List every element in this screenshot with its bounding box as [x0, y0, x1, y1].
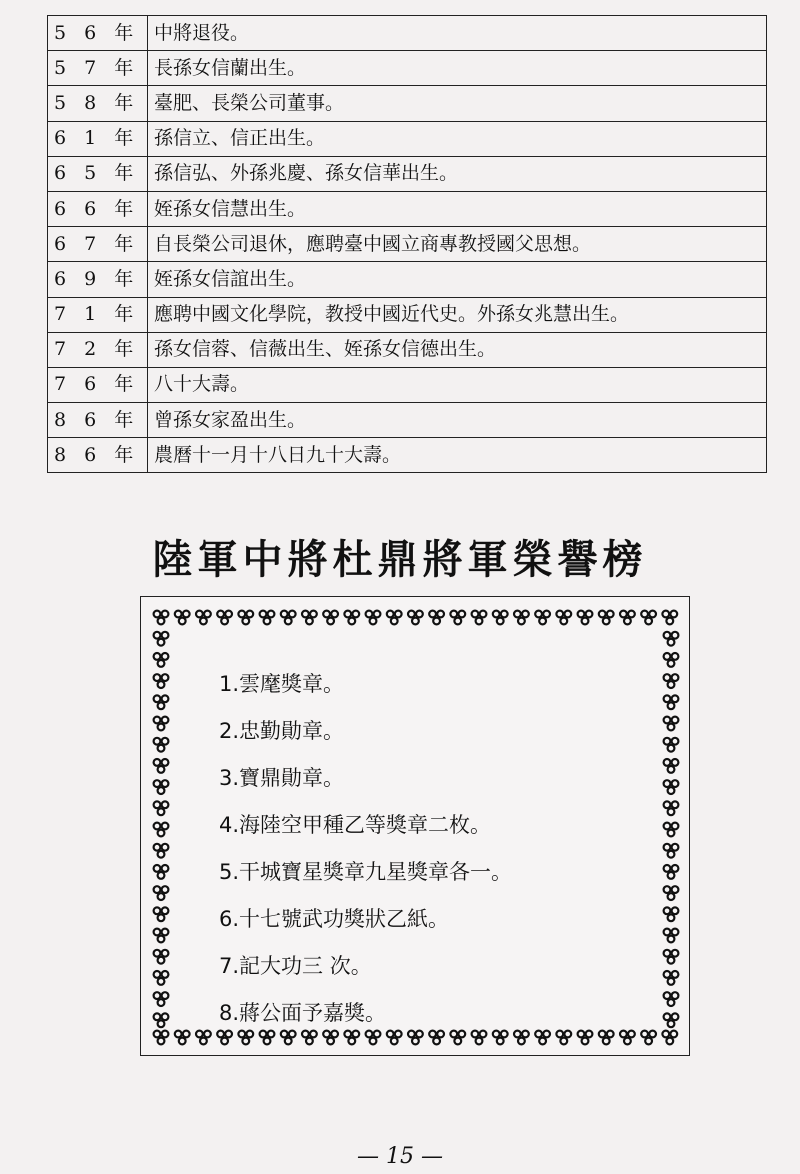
event-cell: 孫信弘、外孫兆慶、孫女信華出生。	[148, 156, 767, 191]
awards-list	[219, 661, 512, 1037]
chronology-row	[48, 332, 767, 367]
year-cell: 6 6 年	[48, 191, 148, 226]
event-cell: 姪孫女信慧出生。	[148, 191, 767, 226]
event-cell: 臺肥、長榮公司董事。	[148, 86, 767, 121]
chronology-row	[48, 297, 767, 332]
event-cell: 曾孫女家盈出生。	[148, 403, 767, 438]
event-cell: 孫信立、信正出生。	[148, 121, 767, 156]
chronology-row	[48, 156, 767, 191]
chronology-row	[48, 191, 767, 226]
year-cell: 8 6 年	[48, 403, 148, 438]
year-cell: 7 1 年	[48, 297, 148, 332]
award-item: 4.海陸空甲種乙等獎章二枚。	[219, 813, 492, 837]
year-cell: 5 7 年	[48, 51, 148, 86]
year-cell: 6 1 年	[48, 121, 148, 156]
award-item: 8.蔣公面予嘉獎。	[219, 1001, 387, 1025]
year-cell: 7 6 年	[48, 367, 148, 402]
event-cell: 八十大壽。	[148, 367, 767, 402]
chronology-body	[48, 16, 767, 473]
year-cell: 8 6 年	[48, 438, 148, 473]
page-number: — 15 —	[357, 1144, 443, 1169]
chronology-row	[48, 367, 767, 402]
chronology-row	[48, 121, 767, 156]
event-cell: 孫女信蓉、信薇出生、姪孫女信德出生。	[148, 332, 767, 367]
year-cell: 5 6 年	[48, 16, 148, 51]
event-cell: 姪孫女信誼出生。	[148, 262, 767, 297]
chronology-row	[48, 16, 767, 51]
year-cell: 6 9 年	[48, 262, 148, 297]
chronology-row	[48, 403, 767, 438]
award-item: 7.記大功三 次。	[219, 954, 372, 978]
year-cell: 5 8 年	[48, 86, 148, 121]
chronology-row	[48, 86, 767, 121]
event-cell: 農曆十一月十八日九十大壽。	[148, 438, 767, 473]
chronology-row	[48, 51, 767, 86]
event-cell: 自長榮公司退休，應聘臺中國立商專教授國父思想。	[148, 227, 767, 262]
chronology-row	[48, 438, 767, 473]
award-item: 3.寶鼎勛章。	[219, 766, 345, 790]
chronology-table	[47, 15, 767, 473]
award-item: 2.忠勤勛章。	[219, 719, 345, 743]
honor-roll-title: 陸軍中將杜鼎將軍榮譽榜	[152, 536, 648, 583]
year-cell: 6 5 年	[48, 156, 148, 191]
honor-roll-box	[140, 596, 690, 1056]
event-cell: 應聘中國文化學院，教授中國近代史。外孫女兆慧出生。	[148, 297, 767, 332]
award-item: 6.十七號武功獎狀乙紙。	[219, 907, 450, 931]
award-item: 5.干城寶星獎章九星獎章各一。	[219, 860, 513, 884]
chronology-row	[48, 227, 767, 262]
event-cell: 長孫女信蘭出生。	[148, 51, 767, 86]
event-cell: 中將退役。	[148, 16, 767, 51]
year-cell: 7 2 年	[48, 332, 148, 367]
year-cell: 6 7 年	[48, 227, 148, 262]
award-item: 1.雲麾獎章。	[219, 672, 345, 696]
chronology-row	[48, 262, 767, 297]
